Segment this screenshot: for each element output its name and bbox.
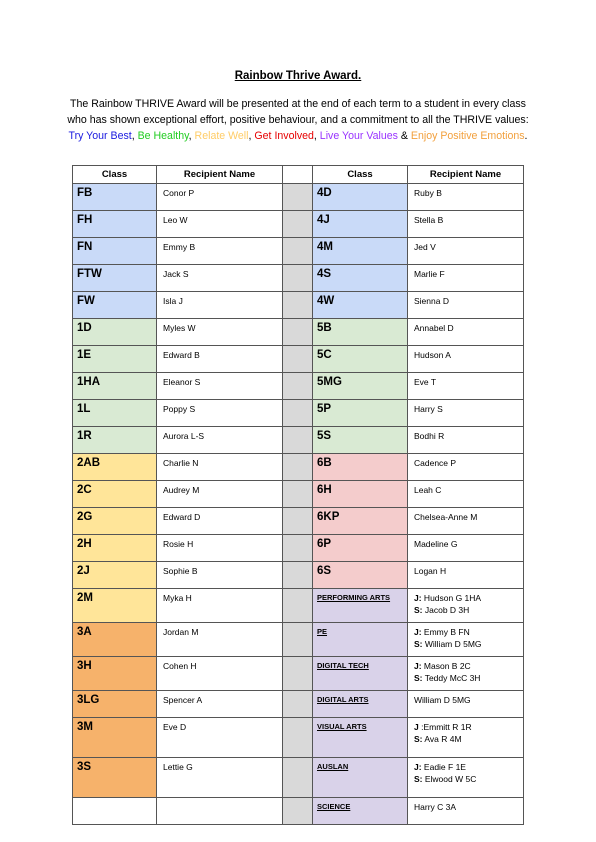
- table-row: [73, 373, 524, 400]
- recipient-cell: Lettie G: [157, 758, 283, 798]
- recipient-cell: Annabel D: [408, 319, 524, 346]
- recipient-cell: Harry S: [408, 400, 524, 427]
- spacer-cell: [283, 623, 313, 657]
- senior-recipient: S: Elwood W 5C: [414, 773, 477, 784]
- class-cell: 6H: [313, 481, 408, 508]
- value-be-healthy: Be Healthy: [137, 130, 189, 142]
- spacer-column: [283, 166, 313, 184]
- class-cell: FW: [73, 292, 157, 319]
- header-class-right: Class: [313, 166, 408, 184]
- specialist-recipients-cell: [408, 623, 524, 657]
- class-cell: 3H: [73, 657, 157, 691]
- class-cell: 5B: [313, 319, 408, 346]
- class-cell: 5MG: [313, 373, 408, 400]
- senior-recipient: S: Jacob D 3H: [414, 604, 470, 615]
- spacer-cell: [283, 562, 313, 589]
- class-cell: FB: [73, 184, 157, 211]
- subject-cell: AUSLAN: [313, 758, 408, 798]
- table-row: [73, 184, 524, 211]
- class-cell: FH: [73, 211, 157, 238]
- table-row: [73, 508, 524, 535]
- table-row: [73, 657, 524, 691]
- recipient-cell: Eve D: [157, 718, 283, 758]
- class-cell: 3M: [73, 718, 157, 758]
- table-header-row: [73, 166, 524, 184]
- recipient-cell: Audrey M: [157, 481, 283, 508]
- recipient-cell: Isla J: [157, 292, 283, 319]
- recipient-cell: Poppy S: [157, 400, 283, 427]
- junior-recipient: J: Eadie F 1E: [414, 762, 466, 772]
- recipient-cell: William D 5MG: [408, 691, 524, 718]
- table-row: [73, 623, 524, 657]
- table-row: [73, 211, 524, 238]
- recipient-cell: Emmy B: [157, 238, 283, 265]
- recipient-cell: Ruby B: [408, 184, 524, 211]
- class-cell: 2C: [73, 481, 157, 508]
- class-cell: 2M: [73, 589, 157, 623]
- spacer-cell: [283, 184, 313, 211]
- recipient-cell: Myles W: [157, 319, 283, 346]
- class-cell: 3S: [73, 758, 157, 798]
- spacer-cell: [283, 798, 313, 825]
- table-row: [73, 319, 524, 346]
- recipient-cell: Sienna D: [408, 292, 524, 319]
- recipient-cell: [157, 798, 283, 825]
- class-cell: 5C: [313, 346, 408, 373]
- class-cell: 6B: [313, 454, 408, 481]
- class-cell: 2AB: [73, 454, 157, 481]
- table-row: [73, 238, 524, 265]
- recipient-cell: Cadence P: [408, 454, 524, 481]
- recipient-cell: Chelsea-Anne M: [408, 508, 524, 535]
- table-row: [73, 400, 524, 427]
- recipient-cell: Eve T: [408, 373, 524, 400]
- recipient-cell: Leah C: [408, 481, 524, 508]
- recipient-cell: Spencer A: [157, 691, 283, 718]
- recipient-cell: Cohen H: [157, 657, 283, 691]
- header-name-right: Recipient Name: [408, 166, 524, 184]
- subject-cell: VISUAL ARTS: [313, 718, 408, 758]
- specialist-recipients-cell: [408, 657, 524, 691]
- recipient-cell: Hudson A: [408, 346, 524, 373]
- spacer-cell: [283, 691, 313, 718]
- table-row: [73, 589, 524, 623]
- class-cell: 4S: [313, 265, 408, 292]
- junior-recipient: J: Emmy B FN: [414, 627, 470, 637]
- recipient-cell: Sophie B: [157, 562, 283, 589]
- value-try-your-best: Try Your Best: [68, 130, 132, 142]
- senior-recipient: S: William D 5MG: [414, 638, 482, 649]
- table-row: [73, 562, 524, 589]
- class-cell: 3LG: [73, 691, 157, 718]
- value-enjoy-positive-emotions: Enjoy Positive Emotions: [410, 130, 525, 142]
- class-cell: 1E: [73, 346, 157, 373]
- recipient-cell: Marlie F: [408, 265, 524, 292]
- subject-cell: DIGITAL TECH: [313, 657, 408, 691]
- class-cell: 1R: [73, 427, 157, 454]
- senior-recipient: S: Teddy McC 3H: [414, 672, 481, 683]
- table-row: [73, 427, 524, 454]
- table-row: [73, 798, 524, 825]
- award-table: [72, 165, 524, 825]
- table-row: [73, 265, 524, 292]
- header-class-left: Class: [73, 166, 157, 184]
- recipient-cell: Madeline G: [408, 535, 524, 562]
- subject-cell: DIGITAL ARTS: [313, 691, 408, 718]
- recipient-cell: Bodhi R: [408, 427, 524, 454]
- recipient-cell: Myka H: [157, 589, 283, 623]
- intro-text: The Rainbow THRIVE Award will be presented at the end of each term to a student in every class who has shown exceptional effort, positive behaviour, and a commitment to all the THRIVE values:: [67, 98, 529, 126]
- spacer-cell: [283, 481, 313, 508]
- recipient-cell: Jordan M: [157, 623, 283, 657]
- table-row: [73, 292, 524, 319]
- spacer-cell: [283, 373, 313, 400]
- spacer-cell: [283, 454, 313, 481]
- spacer-cell: [283, 427, 313, 454]
- subject-cell: PERFORMING ARTS: [313, 589, 408, 623]
- recipient-cell: Aurora L-S: [157, 427, 283, 454]
- spacer-cell: [283, 265, 313, 292]
- class-cell: 1L: [73, 400, 157, 427]
- recipient-cell: Leo W: [157, 211, 283, 238]
- recipient-cell: Stella B: [408, 211, 524, 238]
- spacer-cell: [283, 346, 313, 373]
- table-row: [73, 758, 524, 798]
- table-row: [73, 718, 524, 758]
- class-cell: 6S: [313, 562, 408, 589]
- specialist-recipients-cell: [408, 758, 524, 798]
- class-cell: 4M: [313, 238, 408, 265]
- recipient-cell: Eleanor S: [157, 373, 283, 400]
- value-relate-well: Relate Well: [194, 130, 249, 142]
- class-cell: 3A: [73, 623, 157, 657]
- class-cell: 2G: [73, 508, 157, 535]
- class-cell: 4W: [313, 292, 408, 319]
- value-live-your-values: Live Your Values: [319, 130, 398, 142]
- spacer-cell: [283, 238, 313, 265]
- class-cell: 2H: [73, 535, 157, 562]
- spacer-cell: [283, 589, 313, 623]
- recipient-cell: Jack S: [157, 265, 283, 292]
- table-row: [73, 346, 524, 373]
- class-cell: 6P: [313, 535, 408, 562]
- subject-cell: SCIENCE: [313, 798, 408, 825]
- class-cell: 1D: [73, 319, 157, 346]
- spacer-cell: [283, 508, 313, 535]
- recipient-cell: Conor P: [157, 184, 283, 211]
- spacer-cell: [283, 211, 313, 238]
- spacer-cell: [283, 758, 313, 798]
- junior-recipient: J :Emmitt R 1R: [414, 722, 472, 732]
- specialist-recipients-cell: [408, 589, 524, 623]
- junior-recipient: J: Hudson G 1HA: [414, 593, 482, 603]
- spacer-cell: [283, 535, 313, 562]
- class-cell: 5S: [313, 427, 408, 454]
- class-cell: FN: [73, 238, 157, 265]
- spacer-cell: [283, 657, 313, 691]
- class-cell: 4J: [313, 211, 408, 238]
- spacer-cell: [283, 292, 313, 319]
- class-cell: 1HA: [73, 373, 157, 400]
- recipient-cell: Edward D: [157, 508, 283, 535]
- intro-paragraph: The Rainbow THRIVE Award will be presented at the end of each term to a student in every class who has shown exceptional effort, positive behaviour, and a commitment to all the THRIVE values: Try Your Best, Be Healthy, Relate Well, Get Involved, Live Your Values & Enjoy Positive Emotions.: [67, 98, 529, 142]
- specialist-recipients-cell: [408, 718, 524, 758]
- class-cell: [73, 798, 157, 825]
- subject-cell: PE: [313, 623, 408, 657]
- document-title: Rainbow Thrive Award.: [234, 70, 362, 82]
- header-name-left: Recipient Name: [157, 166, 283, 184]
- recipient-cell: Harry C 3A: [408, 798, 524, 825]
- junior-recipient: J: Mason B 2C: [414, 661, 471, 671]
- recipient-cell: Jed V: [408, 238, 524, 265]
- spacer-cell: [283, 400, 313, 427]
- table-row: [73, 535, 524, 562]
- class-cell: 5P: [313, 400, 408, 427]
- table-row: [73, 454, 524, 481]
- senior-recipient: S: Ava R 4M: [414, 733, 462, 744]
- recipient-cell: Rosie H: [157, 535, 283, 562]
- recipient-cell: Edward B: [157, 346, 283, 373]
- class-cell: 4D: [313, 184, 408, 211]
- spacer-cell: [283, 718, 313, 758]
- spacer-cell: [283, 319, 313, 346]
- class-cell: 6KP: [313, 508, 408, 535]
- recipient-cell: Charlie N: [157, 454, 283, 481]
- class-cell: 2J: [73, 562, 157, 589]
- table-row: [73, 691, 524, 718]
- recipient-cell: Logan H: [408, 562, 524, 589]
- value-get-involved: Get Involved: [254, 130, 314, 142]
- class-cell: FTW: [73, 265, 157, 292]
- table-row: [73, 481, 524, 508]
